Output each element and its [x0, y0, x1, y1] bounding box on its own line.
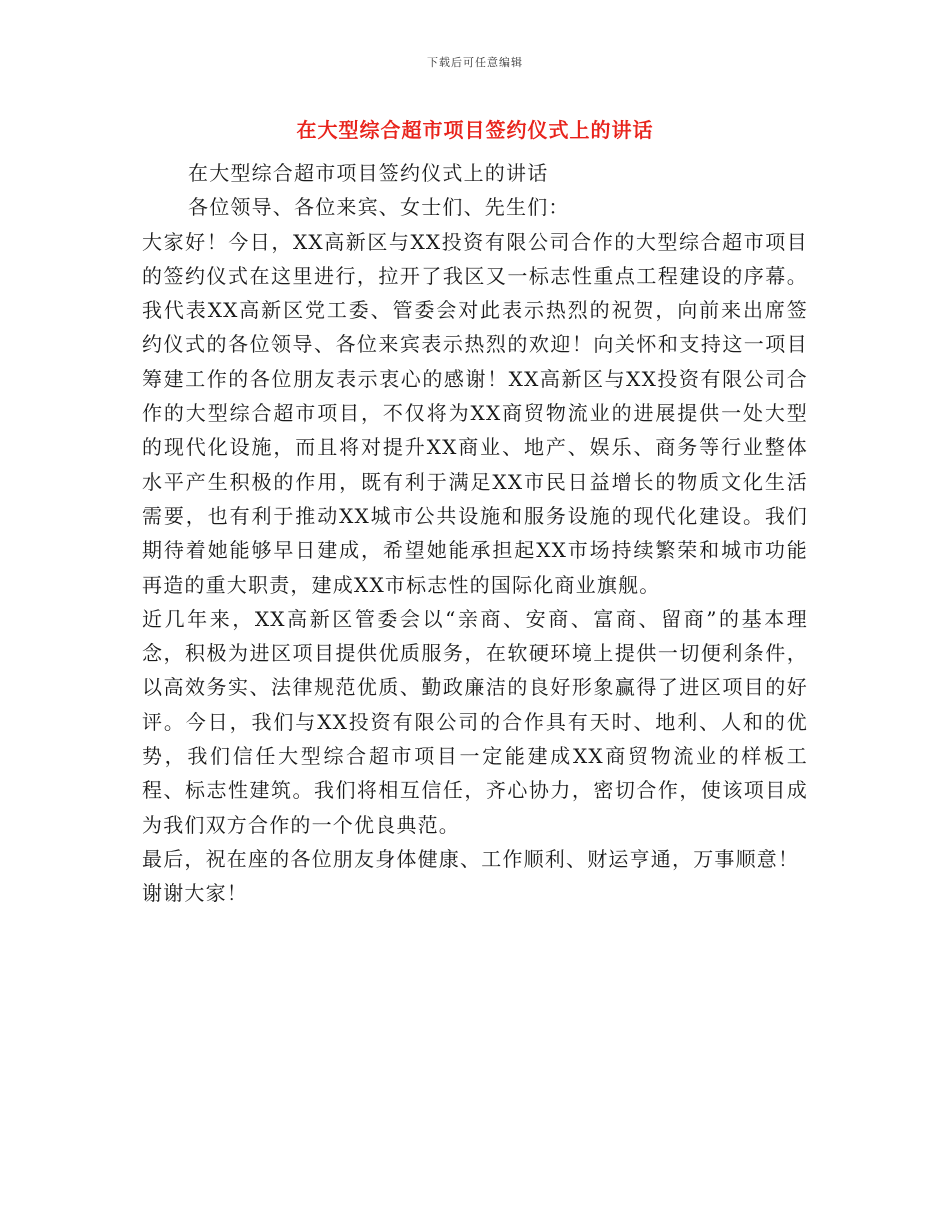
paragraph-recent-years: 近几年来，XX高新区管委会以“亲商、安商、富商、留商”的基本理念，积极为进区项目提供优质服务，在软硬环境上提供一切便利条件，以高效务实、法律规范优质、勤政廉洁的良好形象赢得了进区项目的好评。今日，我们与XX投资有限公司的合作具有天时、地利、人和的优势，我们信任大型综合超市项目一定能建成XX商贸物流业的样板工程、标志性建筑。我们将相互信任，齐心协力，密切合作，使该项目成为我们双方合作的一个优良典范。: [142, 606, 808, 837]
document-title: 在大型综合超市项目签约仪式上的讲话: [296, 118, 654, 142]
document-body: [142, 156, 808, 911]
paragraph-opening: 大家好！今日，XX高新区与XX投资有限公司合作的大型综合超市项目的签约仪式在这里进行，拉开了我区又一标志性重点工程建设的序幕。我代表XX高新区党工委、管委会对此表示热烈的祝贺，向前来出席签约仪式的各位领导、各位来宾表示热烈的欢迎！向关怀和支持这一项目筹建工作的各位朋友表示衷心的感谢！XX高新区与XX投资有限公司合作的大型综合超市项目，不仅将为XX商贸物流业的进展提供一处大型的现代化设施，而且将对提升XX商业、地产、娱乐、商务等行业整体水平产生积极的作用，既有利于满足XX市民日益增长的物质文化生活需要，也有利于推动XX城市公共设施和服务设施的现代化建设。我们期待着她能够早日建成，希望她能承担起XX市场持续繁荣和城市功能再造的重大职责，建成XX市标志性的国际化商业旗舰。: [142, 229, 808, 597]
paragraph-closing-wishes: 最后，祝在座的各位朋友身体健康、工作顺利、财运亨通，万事顺意！: [142, 846, 800, 871]
paragraph-thanks: 谢谢大家！: [142, 881, 248, 906]
paragraph-subtitle: 在大型综合超市项目签约仪式上的讲话: [188, 161, 549, 185]
header-note: 下载后可任意编辑: [427, 56, 523, 69]
paragraph-salutation: 各位领导、各位来宾、女士们、先生们：: [188, 195, 570, 220]
